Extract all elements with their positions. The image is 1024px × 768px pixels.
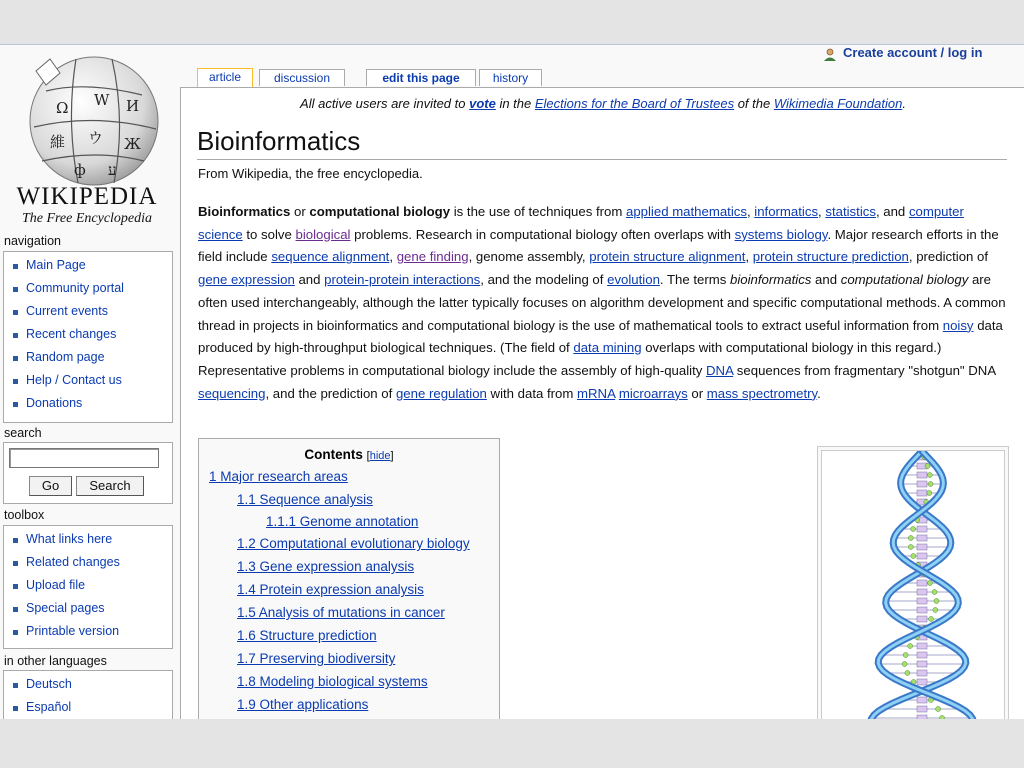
sidebar-toolbox-item-label: Printable version: [26, 624, 120, 638]
sidebar-nav-item[interactable]: [4, 258, 172, 281]
paragraph-text: and: [811, 272, 841, 288]
paragraph-text: , prediction of: [908, 249, 989, 265]
toc-title: Contents: [304, 447, 363, 462]
article-link[interactable]: systems biology: [734, 226, 828, 242]
page-subtitle: From Wikipedia, the free encyclopedia.: [198, 166, 423, 181]
paragraph-text: ,: [389, 249, 397, 265]
sidebar-nav-item[interactable]: [4, 327, 172, 350]
bold-term: computational biology: [309, 204, 451, 219]
article-link[interactable]: protein-protein interactions: [324, 272, 481, 288]
article-link[interactable]: computer science: [198, 204, 964, 242]
paragraph-text: problems. Research in computational biology often overlaps with: [350, 226, 735, 242]
navigation-heading: navigation: [4, 234, 61, 248]
sidebar-nav-item[interactable]: [4, 373, 172, 396]
toolbox-list: [4, 526, 172, 647]
vote-link[interactable]: vote: [469, 96, 496, 111]
tab-article[interactable]: article: [197, 68, 253, 87]
dna-helix-image: [822, 451, 1004, 719]
article-link[interactable]: evolution: [607, 272, 660, 288]
tab-discussion[interactable]: discussion: [259, 69, 345, 86]
languages-list: [4, 671, 172, 719]
toc-header: Contents [hide]: [304, 447, 394, 462]
search-heading: search: [4, 426, 42, 440]
svg-text:維: 維: [50, 133, 66, 151]
tab-edit[interactable]: edit this page: [366, 69, 476, 86]
paragraph-text: overlaps with computational biology in this regard.) Representative problems in computational biology include the assembly of high-quality: [198, 340, 942, 378]
svg-text:Ω: Ω: [56, 99, 69, 117]
svg-text:ウ: ウ: [88, 129, 104, 147]
sidebar-language-item[interactable]: [4, 677, 172, 700]
toolbox-heading: toolbox: [4, 508, 45, 522]
search-portlet: [3, 442, 173, 504]
create-account-link[interactable]: Create account / log in: [843, 45, 983, 60]
tab-history[interactable]: history: [479, 69, 542, 86]
paragraph-text: , and the prediction of: [265, 385, 396, 401]
sidebar-nav-item[interactable]: [4, 350, 172, 373]
article-link[interactable]: data mining: [573, 340, 642, 356]
sidebar-nav-item[interactable]: [4, 304, 172, 327]
sidebar-nav-item[interactable]: [4, 281, 172, 304]
sidebar-nav-item-label: Current events: [26, 304, 108, 318]
elections-link[interactable]: Elections for the Board of Trustees: [534, 96, 735, 111]
paragraph-text: sequences from fragmentary "shotgun" DNA: [733, 362, 996, 378]
search-input[interactable]: [9, 448, 159, 468]
paragraph-text: , and the modeling of: [480, 272, 608, 288]
navigation-list: [4, 252, 172, 419]
article-link[interactable]: microarrays: [618, 385, 688, 401]
navigation-portlet: [3, 251, 173, 423]
article-link[interactable]: informatics: [754, 204, 819, 219]
foundation-link[interactable]: Wikimedia Foundation: [773, 96, 903, 111]
paragraph-text: .: [817, 385, 821, 401]
paragraph-text: , genome assembly,: [468, 249, 590, 265]
wiki-page: [0, 44, 1024, 719]
article-link[interactable]: gene regulation: [395, 385, 487, 401]
paragraph-text: ,: [746, 204, 755, 219]
sidebar-language-item[interactable]: [4, 700, 172, 719]
paragraph-text: and: [294, 272, 325, 288]
sidebar-toolbox-item-label: What links here: [26, 532, 113, 546]
toolbox-portlet: [3, 525, 173, 649]
notice-text: .: [902, 96, 906, 111]
svg-text:ע: ע: [108, 161, 117, 179]
italic-term: computational biology: [840, 272, 969, 288]
sidebar-nav-item-label: Main Page: [26, 258, 86, 272]
paragraph-text: is the use of techniques from: [450, 204, 626, 219]
paragraph-text: , and: [875, 204, 909, 219]
toc-item[interactable]: 1.2 Computational evolutionary biology: [237, 536, 470, 551]
languages-heading: in other languages: [4, 654, 107, 668]
go-button[interactable]: Go: [29, 476, 72, 496]
article-link[interactable]: gene finding: [396, 249, 469, 265]
article-link[interactable]: mRNA: [577, 385, 616, 401]
toc-item[interactable]: 1.1.1 Genome annotation: [266, 514, 419, 529]
toc-item[interactable]: 1.6 Structure prediction: [237, 628, 377, 643]
svg-text:Ж: Ж: [124, 135, 141, 153]
toc-item[interactable]: 1 Major research areas: [209, 469, 348, 484]
article-link[interactable]: mass spectrometry: [706, 385, 818, 401]
notice-text: in the: [495, 96, 535, 111]
sidebar-nav-item-label: Help / Contact us: [26, 373, 122, 387]
svg-text:И: И: [126, 97, 140, 115]
table-of-contents: [198, 438, 500, 719]
article-link[interactable]: sequencing: [198, 385, 266, 401]
article-link[interactable]: noisy: [942, 317, 974, 333]
article-link[interactable]: DNA: [706, 362, 734, 378]
logo-wordmark: WIKIPEDIA: [16, 183, 158, 210]
paragraph-text: or: [290, 204, 310, 219]
wikipedia-logo[interactable]: [4, 45, 174, 231]
sidebar-nav-item[interactable]: [4, 396, 172, 419]
paragraph-text: or: [687, 385, 707, 401]
article-link[interactable]: gene expression: [198, 272, 295, 288]
toc-item[interactable]: 1.7 Preserving biodiversity: [237, 651, 396, 666]
italic-term: bioinformatics: [730, 272, 812, 288]
notice-text: of the: [734, 96, 774, 111]
sidebar-toolbox-item[interactable]: [4, 578, 172, 601]
svg-text:ф: ф: [74, 161, 86, 179]
paragraph-text: ,: [745, 249, 753, 265]
article-link[interactable]: sequence alignment: [271, 249, 390, 265]
toc-item[interactable]: 1.1 Sequence analysis: [237, 492, 373, 507]
svg-text:W: W: [94, 91, 110, 109]
user-icon: [823, 48, 837, 62]
sidebar-language-item-label: Deutsch: [26, 677, 72, 691]
article-link[interactable]: protein structure alignment: [589, 249, 746, 265]
bold-term: Bioinformatics: [198, 204, 291, 219]
intro-paragraph: [198, 201, 1010, 405]
paragraph-text: are often used interchangeably, although the latter typically focuses on algorithm development and specific computational methods. A common thread in projects in bioinformatics and computational biology is the use of mathematical tools to extract useful information from: [198, 272, 1006, 333]
sidebar-toolbox-item-label: Special pages: [26, 601, 105, 615]
notice-text: All active users are invited to: [300, 96, 470, 111]
sidebar-toolbox-item-label: Upload file: [26, 578, 86, 592]
toc-item[interactable]: 1.8 Modeling biological systems: [237, 674, 428, 689]
languages-portlet: [3, 670, 173, 719]
search-button[interactable]: Search: [76, 476, 144, 496]
puzzle-globe-icon: [16, 51, 164, 187]
dna-image-frame[interactable]: [821, 450, 1005, 719]
toc-item[interactable]: 1.4 Protein expression analysis: [237, 582, 424, 597]
site-notice: [181, 96, 1024, 111]
logo-tagline: The Free Encyclopedia: [21, 211, 153, 226]
sidebar-toolbox-item[interactable]: [4, 532, 172, 555]
article-link[interactable]: statistics: [825, 204, 876, 219]
paragraph-text: with data from: [486, 385, 578, 401]
toc-item[interactable]: 1.9 Other applications: [237, 697, 369, 712]
article-content: [180, 87, 1024, 719]
paragraph-text: to solve: [242, 226, 296, 242]
sidebar-nav-item-label: Recent changes: [26, 327, 117, 341]
paragraph-text: . The terms: [659, 272, 731, 288]
dna-figure: [817, 446, 1009, 719]
sidebar-toolbox-item[interactable]: [4, 555, 172, 578]
article-link[interactable]: protein structure prediction: [752, 249, 909, 265]
article-link[interactable]: biological: [295, 226, 351, 242]
sidebar-nav-item-label: Random page: [26, 350, 105, 364]
sidebar-toolbox-item[interactable]: [4, 601, 172, 624]
sidebar-nav-item-label: Donations: [26, 396, 83, 410]
sidebar-nav-item-label: Community portal: [26, 281, 124, 295]
article-link[interactable]: applied mathematics: [626, 204, 747, 219]
toc-item[interactable]: 1.3 Gene expression analysis: [237, 559, 415, 574]
paragraph-text: data produced by high-throughput biological techniques. (The field of: [198, 317, 1003, 356]
page-title: Bioinformatics: [197, 126, 1007, 160]
toc-item[interactable]: 1.5 Analysis of mutations in cancer: [237, 605, 445, 620]
paragraph-text: ,: [818, 204, 826, 219]
sidebar-toolbox-item-label: Related changes: [26, 555, 120, 569]
sidebar-toolbox-item[interactable]: [4, 624, 172, 647]
toc-hide-link[interactable]: hide: [369, 450, 391, 462]
sidebar-language-item-label: Español: [26, 700, 72, 714]
paragraph-text: . Major research efforts in the field include: [198, 226, 999, 265]
